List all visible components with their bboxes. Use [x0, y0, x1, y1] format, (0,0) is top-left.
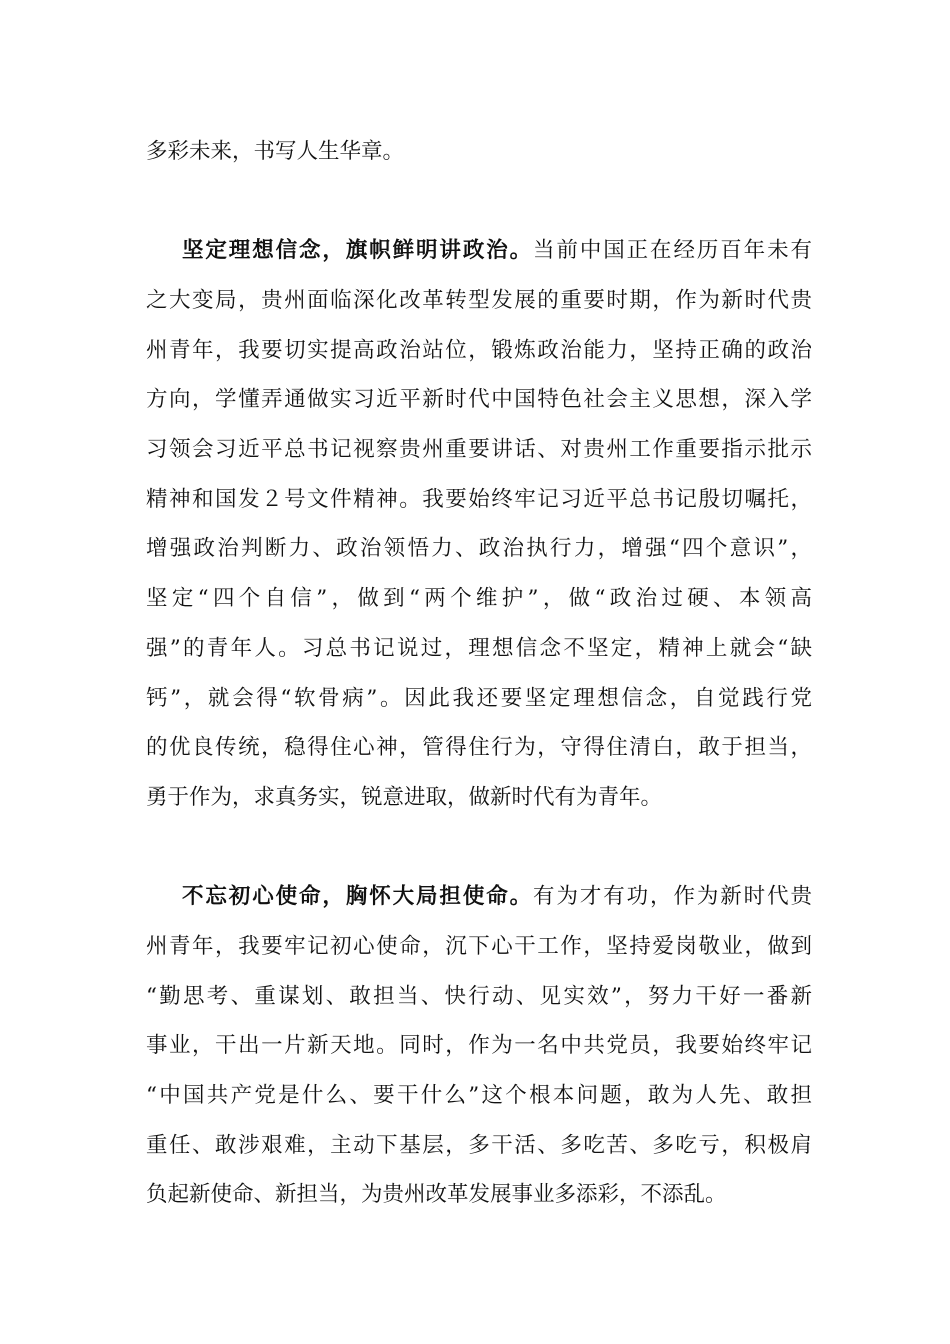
text-line: 多彩未来，书写人生华章。: [146, 139, 405, 164]
text-line: 习领会习近平总书记视察贵州重要讲话、对贵州工作重要指示批示: [146, 437, 812, 462]
text-line: 之大变局，贵州面临深化改革转型发展的重要时期，作为新时代贵: [146, 288, 812, 313]
text-line: 的优良传统，稳得住心神，管得住行为，守得住清白，敢于担当，: [146, 735, 812, 760]
text-line: 坚定“四个自信”，做到“两个维护”，做“政治过硬、本领高: [146, 586, 812, 611]
text-line: 勇于作为，求真务实，锐意进取，做新时代有为青年。: [146, 785, 663, 810]
paragraph-first-line: [182, 233, 812, 269]
text-line: “勤思考、重谋划、敢担当、快行动、见实效”，努力干好一番新: [146, 984, 812, 1009]
text-line: 事业，干出一片新天地。同时，作为一名中共党员，我要始终牢记: [146, 1033, 812, 1058]
text-line: 钙”，就会得“软骨病”。因此我还要坚定理想信念，自觉践行党: [146, 686, 812, 711]
paragraph-heading: 坚定理想信念，旗帜鲜明讲政治。: [182, 238, 534, 263]
text-line: 州青年，我要切实提高政治站位，锻炼政治能力，坚持正确的政治: [146, 338, 812, 363]
paragraph-text: 有为才有功，作为新时代贵: [533, 884, 812, 909]
text-line: 重任、敢涉艰难，主动下基层，多干活、多吃苦、多吃亏，积极肩: [146, 1133, 812, 1158]
paragraph-first-line: [182, 879, 812, 915]
text-line: 州青年，我要牢记初心使命，沉下心干工作，坚持爱岗敬业，做到: [146, 934, 812, 959]
text-line: 精神和国发２号文件精神。我要始终牢记习近平总书记殷切嘱托，: [146, 487, 812, 512]
text-line: 增强政治判断力、政治领悟力、政治执行力，增强“四个意识”，: [146, 536, 812, 561]
text-line: 强”的青年人。习总书记说过，理想信念不坚定，精神上就会“缺: [146, 636, 812, 661]
text-line: “中国共产党是什么、要干什么”这个根本问题，敢为人先、敢担: [146, 1083, 812, 1108]
paragraph-heading: 不忘初心使命，胸怀大局担使命。: [182, 884, 534, 909]
paragraph-text: 当前中国正在经历百年未有: [533, 238, 812, 263]
text-line: 负起新使命、新担当，为贵州改革发展事业多添彩，不添乱。: [146, 1182, 727, 1207]
text-line: 方向，学懂弄通做实习近平新时代中国特色社会主义思想，深入学: [146, 387, 812, 412]
